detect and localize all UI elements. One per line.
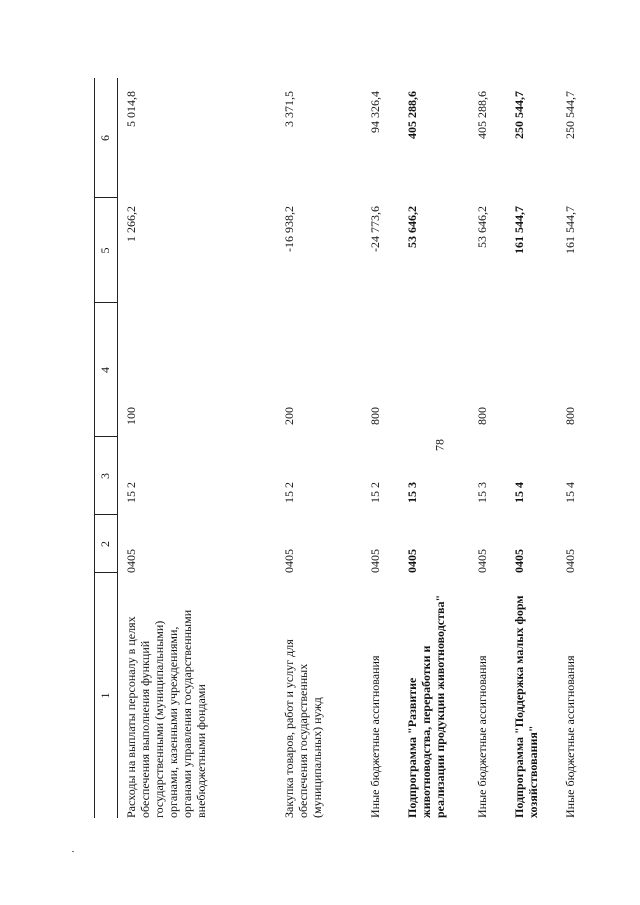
row-label: Расходы на выплаты персоналу в целях обеспечения выполнения функций государственными (муниципальными) органами, казенными учреждениями, органами управления государственными внебюджетными фондами	[124, 609, 208, 818]
amount-change: 1 266,2	[124, 206, 138, 242]
table-header-rule	[117, 78, 118, 818]
amount-change: -16 938,2	[282, 206, 296, 252]
column-header-2: 2	[98, 541, 112, 547]
amount-total: 250 544,7	[563, 91, 577, 139]
amount-total: 94 326,4	[368, 91, 382, 133]
section-code: 0405	[368, 549, 382, 573]
row-label: Подпрограмма "Развитие животноводства, переработки и реализации продукции животноводства"	[405, 594, 447, 818]
amount-total: 405 288,6	[475, 91, 489, 139]
scan-speck	[72, 851, 74, 852]
column-header-3: 3	[98, 473, 112, 479]
program-code: 15 2	[124, 482, 138, 503]
section-code: 0405	[282, 549, 296, 573]
amount-change: 161 544,7	[563, 206, 577, 254]
program-code: 15 4	[512, 482, 526, 503]
section-code: 0405	[405, 549, 419, 573]
program-code: 15 3	[475, 482, 489, 503]
column-header-6: 6	[98, 135, 112, 141]
section-code: 0405	[563, 549, 577, 573]
program-code: 15 2	[368, 482, 382, 503]
program-code: 15 3	[405, 482, 419, 503]
expense-type-code: 800	[368, 407, 382, 425]
row-label: Иные бюджетные ассигнования	[563, 655, 577, 818]
row-label: Закупка товаров, работ и услуг для обеспечения государственных (муниципальных) нужд	[282, 639, 324, 818]
row-label: Иные бюджетные ассигнования	[368, 655, 382, 818]
expense-type-code: 800	[563, 407, 577, 425]
section-code: 0405	[512, 549, 526, 573]
amount-change: 53 646,2	[475, 206, 489, 248]
program-code: 15 2	[282, 482, 296, 503]
amount-total: 250 544,7	[512, 91, 526, 139]
page-number: 78	[432, 439, 447, 451]
amount-total: 3 371,5	[282, 91, 296, 127]
section-code: 0405	[124, 549, 138, 573]
amount-change: -24 773,6	[368, 206, 382, 252]
table-top-rule	[94, 78, 95, 818]
expense-type-code: 800	[475, 407, 489, 425]
budget-table	[94, 78, 577, 818]
column-header-5: 5	[98, 247, 112, 254]
amount-change: 53 646,2	[405, 206, 419, 248]
amount-total: 405 288,6	[405, 91, 419, 139]
expense-type-code: 100	[124, 407, 138, 425]
column-header-1: 1	[98, 692, 112, 699]
section-code: 0405	[475, 549, 489, 573]
expense-type-code: 200	[282, 407, 296, 425]
program-code: 15 4	[563, 482, 577, 503]
row-label: Подпрограмма "Поддержка малых форм хозяйствования"	[512, 595, 540, 818]
row-label: Иные бюджетные ассигнования	[475, 655, 489, 818]
amount-change: 161 544,7	[512, 206, 526, 254]
amount-total: 5 014,8	[124, 91, 138, 127]
column-header-4: 4	[98, 367, 112, 373]
